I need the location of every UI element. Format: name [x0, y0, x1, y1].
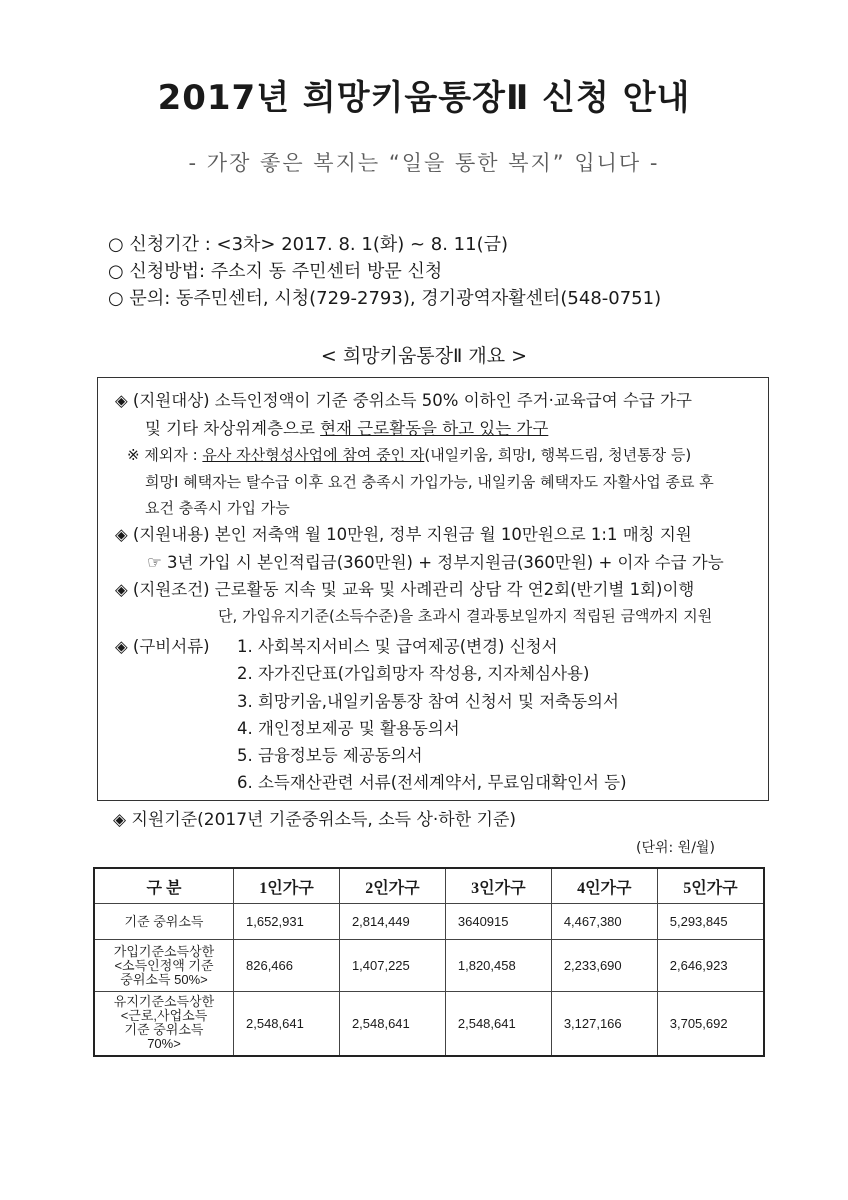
table-cell: 3,127,166: [551, 992, 657, 1056]
table-row: [94, 940, 764, 992]
unit-label: (단위: 원/월): [636, 840, 715, 856]
column-header: 구 분: [94, 868, 234, 904]
table-cell: 3,705,692: [657, 992, 764, 1056]
table-cell: 5,293,845: [657, 904, 764, 940]
exclusion-label: ※ 제외자 :: [127, 446, 203, 464]
support-target-line1: ◈ (지원대상) 소득인정액이 기준 중위소득 50% 이하인 주거·교육급여 수급 가구: [115, 391, 692, 410]
row-label: [94, 940, 234, 992]
support-standard-heading: ◈ 지원기준(2017년 기준중위소득, 소득 상·하한 기준): [113, 810, 517, 830]
support-target-line2: [145, 415, 548, 439]
required-doc-item: 5. 금융정보등 제공동의서: [237, 746, 423, 765]
exclusion-underlined: 유사 자산형성사업에 참여 중인 자: [202, 446, 425, 464]
row-label-line: 기준 중위소득: [124, 913, 204, 929]
table-cell: 1,652,931: [234, 904, 340, 940]
table-cell: 1,820,458: [445, 940, 551, 992]
application-method: ○ 신청방법: 주소지 동 주민센터 방문 신청: [108, 261, 443, 282]
row-label-line: <근로,사업소득: [120, 1008, 208, 1024]
table-cell: 2,646,923: [657, 940, 764, 992]
row-label-line: 중위소득 50%>: [120, 971, 208, 987]
row-label-line: 70%>: [147, 1036, 181, 1052]
table-row: [94, 904, 764, 940]
column-header: 3인가구: [445, 868, 551, 904]
required-doc-item: 2. 자가진단표(가입희망자 작성용, 지자체심사용): [237, 664, 590, 683]
table-cell: 4,467,380: [551, 904, 657, 940]
table-row: [94, 992, 764, 1056]
column-header: 1인가구: [234, 868, 340, 904]
column-header: 4인가구: [551, 868, 657, 904]
exclusion-programs: (내일키움, 희망I, 행복드림, 청년통장 등): [424, 446, 692, 464]
contact-info: ○ 문의: 동주민센터, 시청(729-2793), 경기광역자활센터(548-0751): [108, 288, 662, 309]
required-docs-label: ◈ (구비서류): [115, 637, 210, 656]
column-header: 5인가구: [657, 868, 764, 904]
support-condition-line2: 단, 가입유지기준(소득수준)을 초과시 결과통보일까지 적립된 금액까지 지원: [218, 607, 713, 625]
support-content-line2: ☞ 3년 가입 시 본인적립금(360만원) + 정부지원금(360만원) + 이자 수급 가능: [147, 553, 724, 572]
table-cell: 2,548,641: [234, 992, 340, 1056]
table-cell: 3640915: [445, 904, 551, 940]
support-condition-line1: ◈ (지원조건) 근로활동 지속 및 교육 및 사례관리 상담 각 연2회(반기별 1회)이행: [115, 580, 695, 599]
page-subtitle: - 가장 좋은 복지는 “일을 통한 복지” 입니다 -: [188, 151, 660, 175]
table-header-row: [94, 868, 764, 904]
page-title: 2017년 희망키움통장Ⅱ 신청 안내: [157, 78, 691, 118]
required-doc-item: 3. 희망키움,내일키움통장 참여 신청서 및 저축동의서: [237, 692, 619, 711]
row-label-line: <소득인정액 기준: [114, 957, 214, 973]
income-standard-table: [93, 867, 765, 1057]
table-cell: 826,466: [234, 940, 340, 992]
row-label-line: 유지기준소득상한: [113, 994, 215, 1010]
row-label-line: 기준 중위소득: [124, 1022, 204, 1038]
application-period: ○ 신청기간 : <3차> 2017. 8. 1(화) ~ 8. 11(금): [108, 234, 509, 255]
table-cell: 1,407,225: [339, 940, 445, 992]
table-cell: 2,814,449: [339, 904, 445, 940]
support-target-text: 및 기타 차상위계층으로: [145, 419, 321, 438]
required-doc-item: 1. 사회복지서비스 및 급여제공(변경) 신청서: [237, 637, 558, 656]
exclusion-line3: 요건 충족시 가입 가능: [145, 499, 290, 517]
table-cell: 2,548,641: [339, 992, 445, 1056]
row-label: [94, 992, 234, 1056]
column-header: 2인가구: [339, 868, 445, 904]
support-content-line1: ◈ (지원내용) 본인 저축액 월 10만원, 정부 지원금 월 10만원으로 1:1 매칭 지원: [115, 525, 692, 544]
exclusion-line1: [127, 444, 691, 465]
exclusion-line2: 희망I 혜택자는 탈수급 이후 요건 충족시 가입가능, 내일키움 혜택자도 자활사업 종료 후: [145, 473, 714, 491]
working-household-underlined: 현재 근로활동을 하고 있는 가구: [320, 419, 549, 438]
required-doc-item: 6. 소득재산관련 서류(전세계약서, 무료임대확인서 등): [237, 773, 627, 792]
required-doc-item: 4. 개인정보제공 및 활용동의서: [237, 719, 460, 738]
overview-heading: < 희망키움통장Ⅱ 개요 >: [320, 345, 528, 367]
table-cell: 2,233,690: [551, 940, 657, 992]
row-label: [94, 904, 234, 940]
row-label-line: 가입기준소득상한: [113, 943, 215, 959]
table-cell: 2,548,641: [445, 992, 551, 1056]
